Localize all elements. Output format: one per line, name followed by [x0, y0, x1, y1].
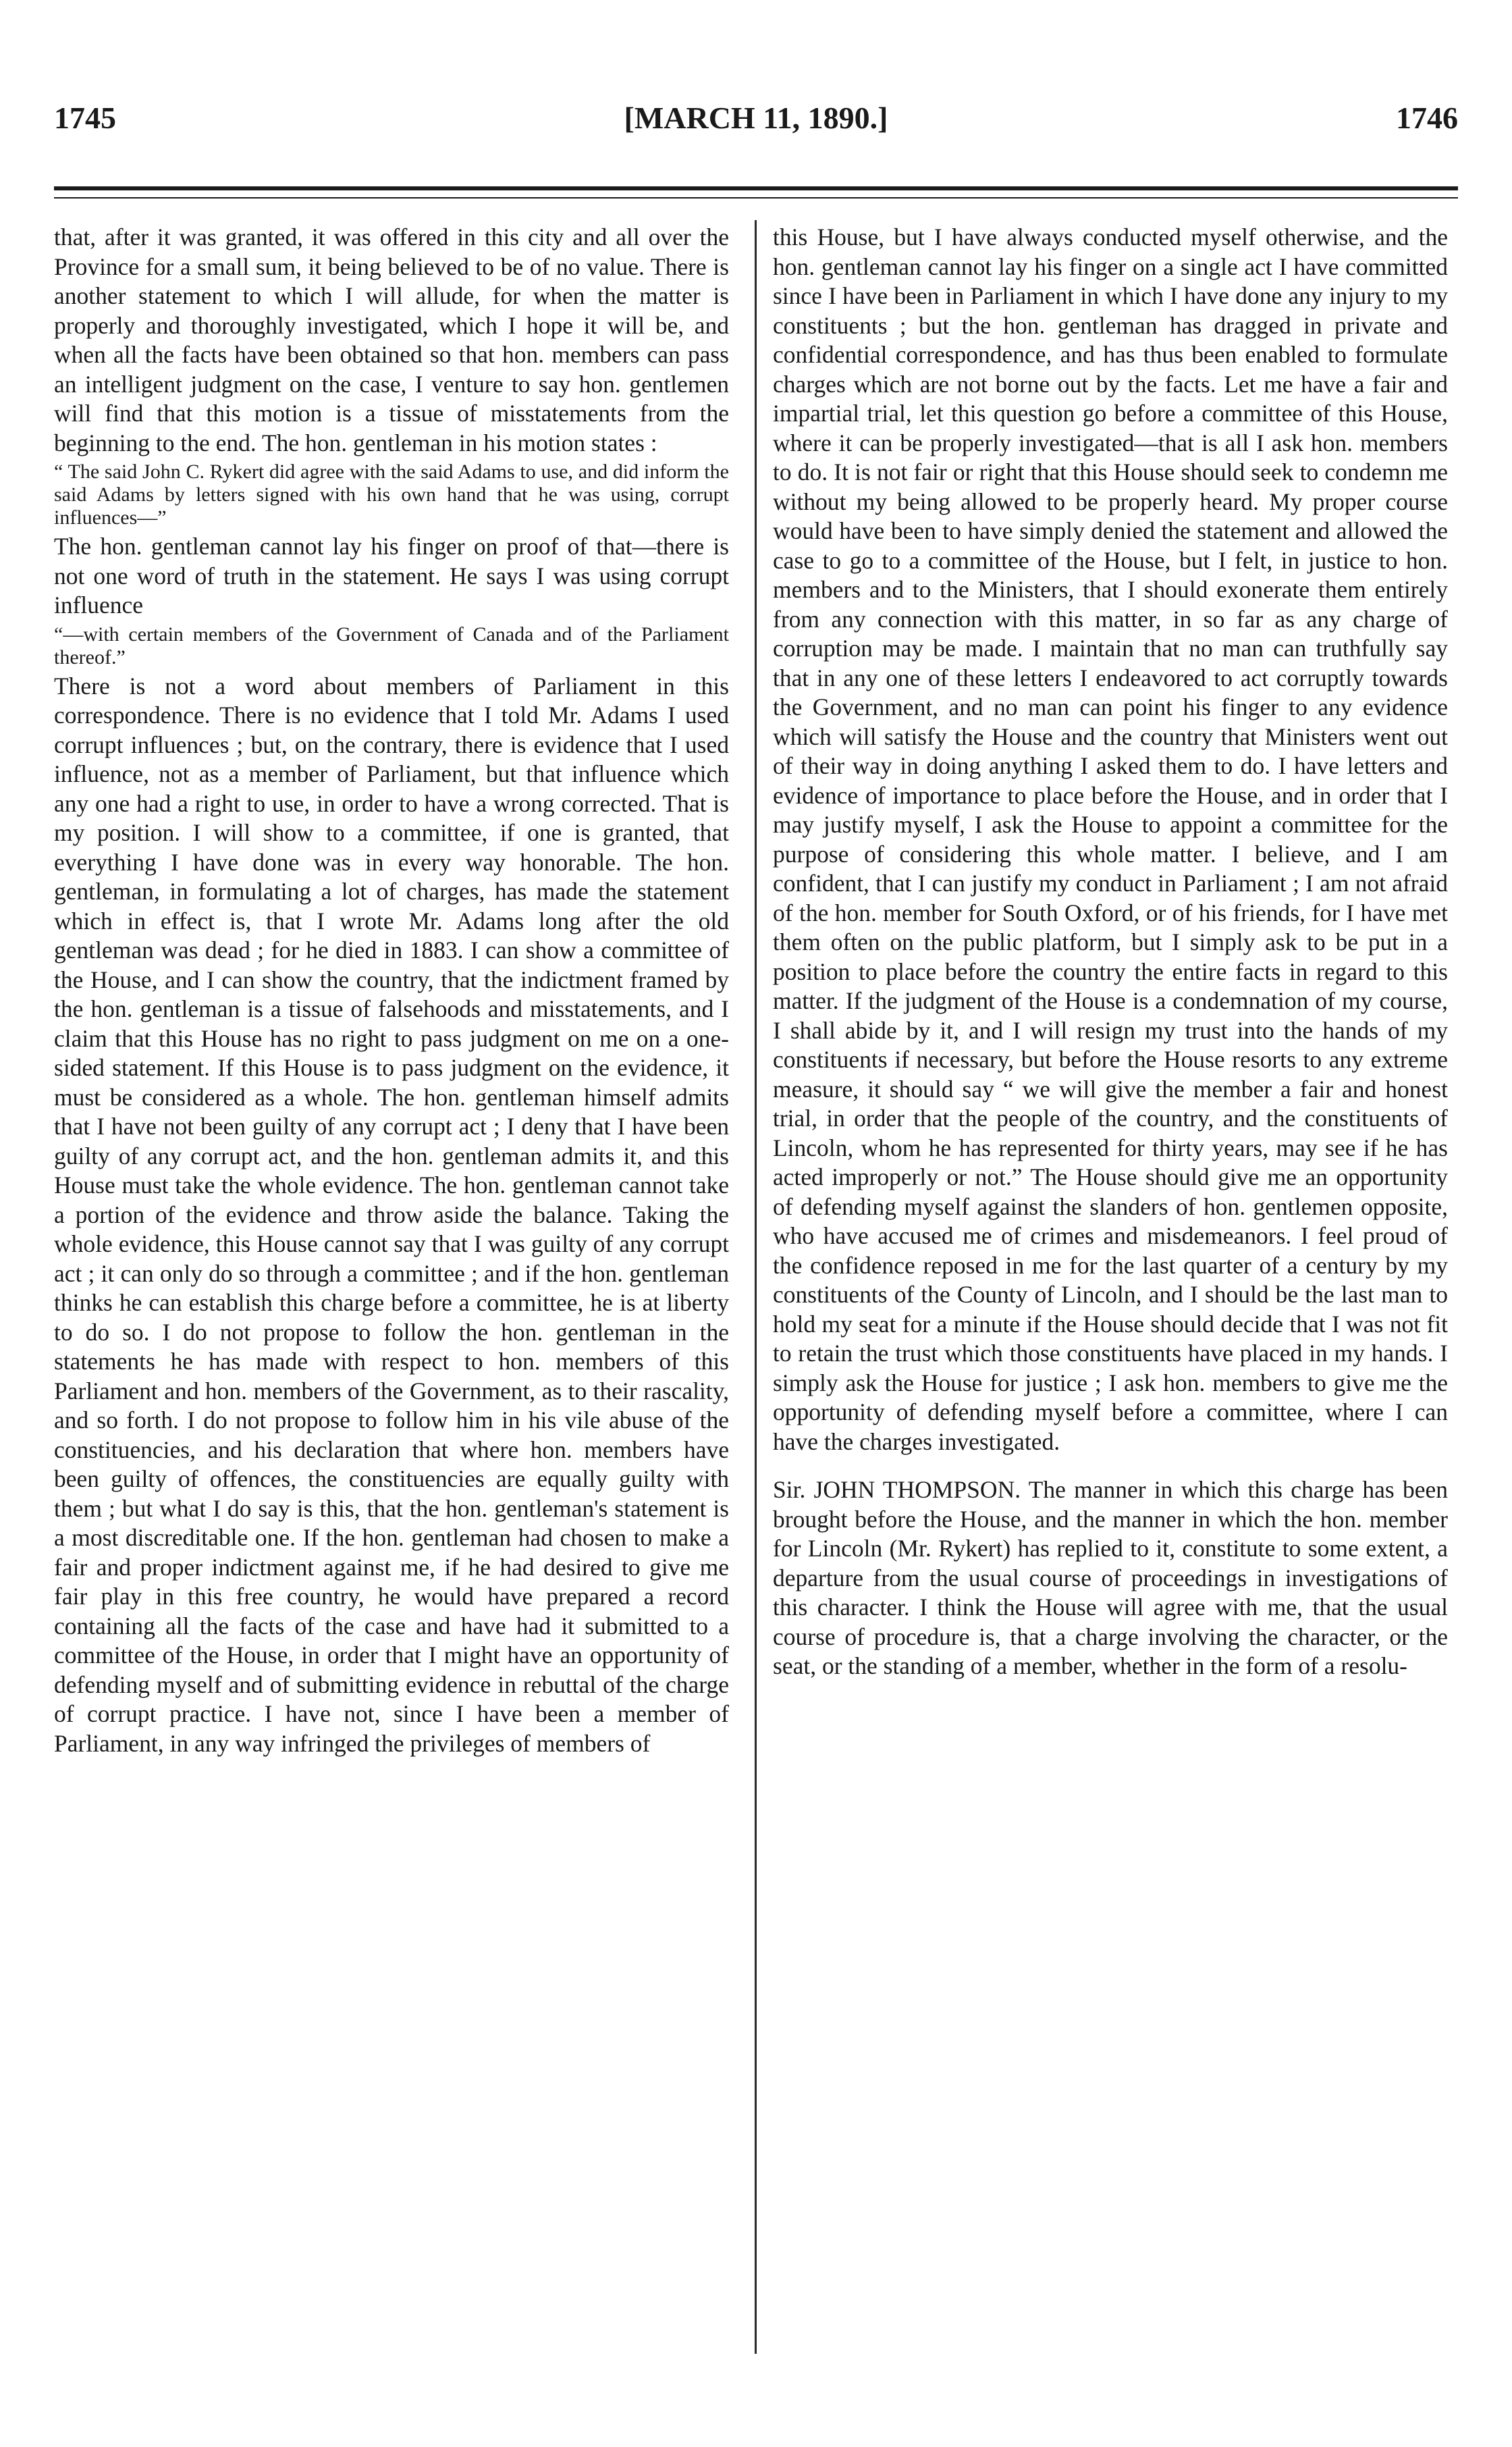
left-paragraph-1: that, after it was granted, it was offered in this city and all over the Province for a small sum, it being believed to be of no value. There is another statement to which I will allude, for when the matter is properly and thoroughly investigated, which I hope it will be, and when all the facts have been obtained so that hon. members can pass an intelligent judgment on the case, I venture to say hon. gentlemen will find that this motion is a tissue of misstatements from the beginning to the end. The hon. gentleman in his motion states :	[54, 223, 729, 456]
column-divider	[755, 220, 757, 2354]
left-paragraph-3: There is not a word about members of Parliament in this correspondence. There is no evidence that I told Mr. Adams I used corrupt influences ; but, on the contrary, there is evidence that I used influence, not as a member of Parliament, but that influence which any one had a right to use, in order to have a wrong corrected. That is my position. I will show to a committee, if one is granted, that everything I have done was in every way honorable. The hon. gentleman, in formulating a lot of charges, has made the statement which in effect is, that I wrote Mr. Adams long after the old gentleman was dead ; for he died in 1883. I can show a committee of the House, and I can show the country, that the indictment framed by the hon. gentleman is a tissue of falsehoods and misstatements, and I claim that this House has no right to pass judgment on me on a one-sided statement. If this House is to pass judgment on the evidence, it must be considered as a whole. The hon. gentleman himself admits that I have not been guilty of any corrupt act ; I deny that I have been guilty of any corrupt act, and the hon. gentleman admits it, and this House must take the whole evidence. The hon. gentleman cannot take a portion of the evidence and throw aside the balance. Taking the whole evidence, this House cannot say that I was guilty of any corrupt act ; it can only do so through a committee ; and if the hon. gentleman thinks he can establish this charge before a committee, he is at liberty to do so. I do not propose to follow the hon. gentleman in the statements he has made with respect to hon. members of this Parliament and hon. members of the Government, as to their rascality, and so forth. I do not propose to follow him in his vile abuse of the constituencies, and his declaration that where hon. members have been guilty of offences, the constituencies are equally guilty with them ; but what I do say is this, that the hon. gentleman's statement is a most discreditable one. If the hon. gentleman had chosen to make a fair and proper indictment against me, if he had desired to give me fair play in this free country, he would have prepared a record containing all the facts of the case and have had it submitted to a committee of the House, in order that I might have an opportunity of defending myself and of submitting evidence in rebuttal of the charge of corrupt practice. I have not, since I have been a member of Parliament, in any way infringed the privileges of members of	[54, 672, 729, 1757]
left-quote-1: “ The said John C. Rykert did agree with the said Adams to use, and did inform the said Adams by letters signed with his own hand that he was using, corrupt influences—”	[54, 461, 729, 529]
header-rule-thin	[54, 197, 1458, 199]
left-page-number: 1745	[54, 101, 116, 135]
header-rule-thick	[54, 186, 1458, 190]
page-header	[54, 88, 1458, 149]
right-column	[773, 223, 1448, 2350]
right-paragraph-1: this House, but I have always conducted myself otherwise, and the hon. gentleman cannot lay his finger on a single act I have committed since I have been in Parliament in which I have done any injury to my constituents ; but the hon. gentleman has dragged in private and confidential correspondence, and has thus been enabled to formulate charges which are not borne out by the facts. Let me have a fair and impartial trial, let this question go before a committee of this House, where it can be properly investigated—that is all I ask hon. members to do. It is not fair or right that this House should seek to condemn me without my being allowed to be properly heard. My proper course would have been to have simply denied the statement and allowed the case to go to a committee of the House, but I felt, in justice to hon. members and to the Ministers, that I should exonerate them entirely from any connection with this matter, in so far as any charge of corruption may be made. I maintain that no man can truthfully say that in any one of these letters I endeavored to act corruptly towards the Government, and no man can point his finger to any evidence which will satisfy the House and the country that Ministers went out of their way in doing anything I asked them to do. I have letters and evidence of importance to place before the House, and in order that I may justify myself, I ask the House to appoint a committee for the purpose of considering this whole matter. I believe, and I am confident, that I can justify my conduct in Parliament ; I am not afraid of the hon. member for South Oxford, or of his friends, for I have met them often on the public platform, but I simply ask to be put in a position to place before the country the entire facts in regard to this matter. If the judgment of the House is a condemnation of my course, I shall abide by it, and I will resign my trust into the hands of my constituents if necessary, but before the House resorts to any extreme measure, it should say “ we will give the member a fair and honest trial, in order that the people of the country, and the constituents of Lincoln, whom he has represented for thirty years, may see if he has acted improperly or not.” The House should give me an opportunity of defending myself against the slanders of hon. gentlemen opposite, who have accused me of crimes and misdemeanors. I feel proud of the confidence reposed in me for the last quarter of a century by my constituents of the County of Lincoln, and I should be the last man to hold my seat for a minute if the House should decide that I was not fit to retain the trust which those constituents have placed in my hands. I simply ask the House for justice ; I ask hon. members to give me the opportunity of defending myself before a committee, where I can have the charges investigated.	[773, 223, 1448, 1455]
right-page-number: 1746	[1396, 101, 1458, 135]
right-paragraph-2: Sir. JOHN THOMPSON. The manner in which this charge has been brought before the House, and the manner in which the hon. member for Lincoln (Mr. Rykert) has replied to it, constitute to some extent, a departure from the usual course of proceedings in investigations of this character. I think the House will agree with me, that the usual course of procedure is, that a charge involving the character, or the seat, or the standing of a member, whether in the form of a resolu-	[773, 1476, 1448, 1679]
left-paragraph-2: The hon. gentleman cannot lay his finger on proof of that—there is not one word of truth in the statement. He says I was using corrupt influence	[54, 533, 729, 619]
left-quote-2: “—with certain members of the Government of Canada and of the Parliament thereof.”	[54, 623, 729, 668]
header-date: [MARCH 11, 1890.]	[624, 101, 888, 135]
left-column	[54, 223, 729, 2350]
